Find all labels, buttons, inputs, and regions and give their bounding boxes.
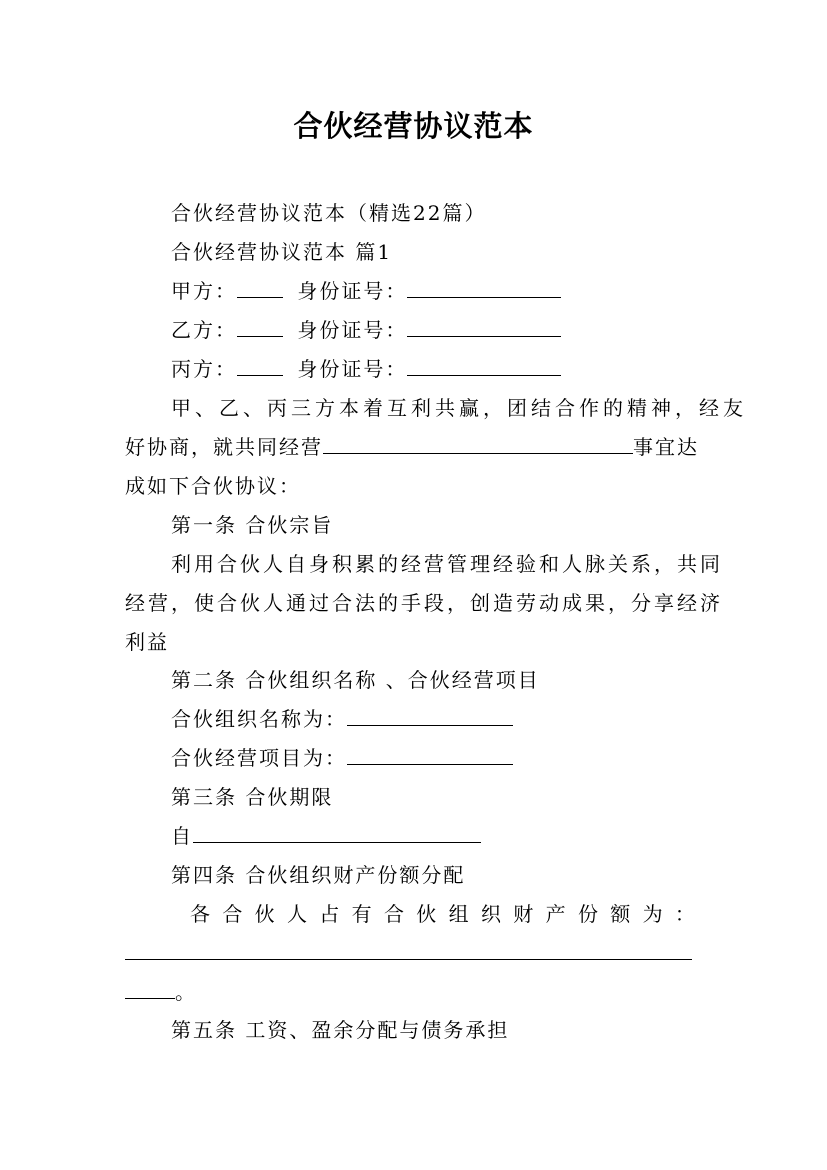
party-b-label: 乙方： — [171, 318, 237, 342]
term-from-label: 自 — [171, 824, 193, 848]
intro-line-2 — [125, 434, 699, 460]
share-char: 产 — [545, 902, 566, 926]
party-a-name-blank — [237, 279, 283, 298]
org-name-row — [171, 706, 513, 732]
party-c-name-blank — [237, 357, 283, 376]
party-b-name-blank — [237, 318, 283, 337]
share-char: 各 — [190, 902, 210, 926]
intro-line-2-text: 好协商，就共同经营 — [125, 435, 323, 459]
share-char: 织 — [480, 902, 501, 926]
share-char: 占 — [319, 902, 340, 926]
intro-line-1: 甲、乙、丙三方本着互利共赢，团结合作的精神，经友 — [171, 396, 747, 420]
project-row — [171, 745, 513, 771]
party-a-id-blank — [407, 279, 561, 298]
share-char: 组 — [448, 902, 469, 926]
share-blank — [125, 941, 692, 960]
share-char: 人 — [286, 902, 307, 926]
share-end-mark: 。 — [175, 980, 197, 1004]
share-char: ： — [674, 902, 695, 926]
share-char: 份 — [577, 902, 598, 926]
share-char: 有 — [351, 902, 372, 926]
party-c-label: 丙方： — [171, 357, 237, 381]
business-blank — [323, 435, 633, 454]
share-char: 合 — [222, 902, 243, 926]
share-allocation-line — [190, 901, 695, 927]
party-b-id-label: 身份证号： — [297, 318, 408, 342]
share-char: 合 — [383, 902, 404, 926]
share-char: 伙 — [254, 902, 275, 926]
project-label: 合伙经营项目为： — [171, 746, 347, 770]
article-4-title: 第四条 合伙组织财产份额分配 — [171, 863, 466, 887]
share-char: 为 — [642, 902, 663, 926]
share-blank-end — [125, 980, 175, 999]
project-blank — [347, 746, 513, 765]
org-name-blank — [347, 707, 513, 726]
party-c-id-label: 身份证号： — [297, 357, 408, 381]
share-blank-row — [125, 940, 692, 966]
article-1-title: 第一条 合伙宗旨 — [171, 513, 334, 537]
intro-line-2-end: 事宜达 — [633, 435, 699, 459]
document-title: 合伙经营协议范本 — [293, 109, 534, 143]
party-a-id-label: 身份证号： — [297, 279, 408, 303]
article-1-line-3: 利益 — [125, 630, 169, 654]
org-name-label: 合伙组织名称为： — [171, 707, 347, 731]
party-a-row — [171, 278, 561, 304]
party-c-row — [171, 356, 561, 382]
article-2-title: 第二条 合伙组织名称 、合伙经营项目 — [171, 668, 540, 692]
article-1-line-1: 利用合伙人自身积累的经营管理经验和人脉关系，共同 — [171, 552, 723, 576]
share-char: 财 — [513, 902, 534, 926]
party-b-id-blank — [407, 318, 561, 337]
article-1-line-2: 经营，使合伙人通过合法的手段，创造劳动成果，分享经济 — [125, 591, 723, 615]
share-char: 伙 — [416, 902, 437, 926]
section-heading: 合伙经营协议范本 篇1 — [171, 240, 393, 264]
intro-line-3: 成如下合伙协议： — [125, 474, 301, 498]
share-char: 额 — [610, 902, 631, 926]
party-a-label: 甲方： — [171, 279, 237, 303]
article-5-title: 第五条 工资、盈余分配与债务承担 — [171, 1018, 510, 1042]
article-3-title: 第三条 合伙期限 — [171, 785, 334, 809]
subtitle: 合伙经营协议范本（精选22篇） — [171, 201, 487, 225]
term-blank — [193, 824, 481, 843]
party-c-id-blank — [407, 357, 561, 376]
share-blank-end-row — [125, 979, 197, 1005]
party-b-row — [171, 317, 561, 343]
term-row — [171, 823, 481, 849]
